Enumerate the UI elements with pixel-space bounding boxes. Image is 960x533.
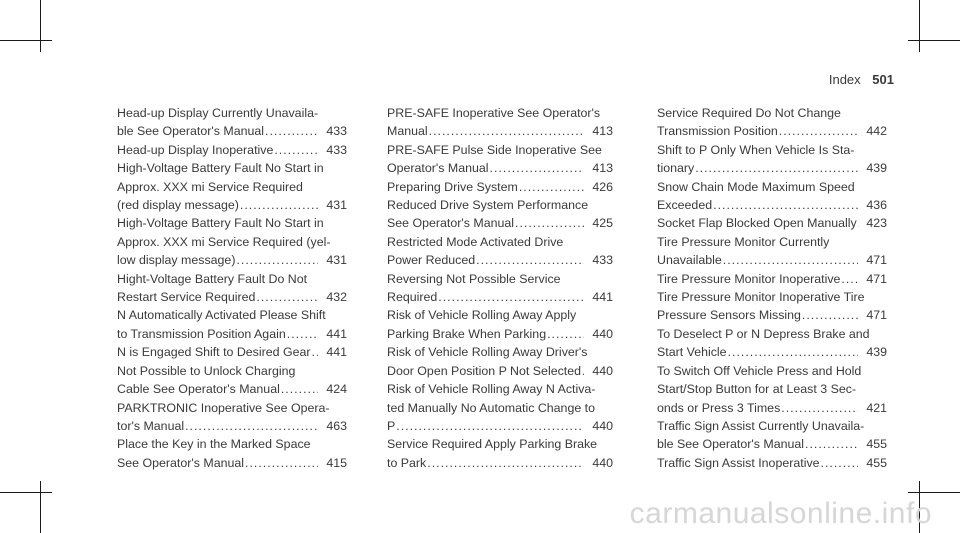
index-entry-page[interactable]: 440	[592, 363, 613, 378]
index-entry-text: To Switch Off Vehicle Press and Hold	[657, 363, 862, 378]
index-entry-page[interactable]: 433	[326, 124, 347, 139]
index-entry[interactable]	[117, 141, 347, 159]
index-entry-last-line	[117, 251, 347, 269]
index-entry[interactable]	[387, 343, 613, 380]
index-entry-last-line	[117, 325, 347, 343]
dot-leader	[713, 196, 858, 214]
dot-leader	[781, 399, 858, 417]
index-entry-page[interactable]: 413	[592, 161, 613, 176]
index-entry-page[interactable]: 441	[592, 290, 613, 305]
dot-leader	[427, 454, 584, 472]
index-entry-last-line	[117, 288, 347, 306]
index-entry-text: Parking Brake When Parking	[387, 326, 547, 341]
index-entry-text: PRE-SAFE Inoperative See Operator's	[387, 106, 601, 120]
index-entry-last-line	[387, 122, 613, 140]
index-entry[interactable]	[117, 435, 347, 472]
index-entry[interactable]	[387, 306, 613, 343]
index-entry-text: Head-up Display Currently Unavaila-	[117, 106, 319, 120]
index-entry-page[interactable]: 440	[592, 326, 613, 341]
index-entry-text: Start/Stop Button for at Least 3 Sec-	[657, 382, 857, 397]
index-entry-text: Restricted Mode Activated Drive	[387, 234, 564, 249]
index-entry[interactable]	[657, 233, 887, 270]
index-entry-page[interactable]: 432	[326, 290, 347, 305]
index-entry-page[interactable]: 433	[592, 253, 613, 268]
dot-leader	[805, 435, 858, 453]
index-entry-text: (red display message)	[117, 198, 239, 213]
index-entry-text: Service Required Do Not Change	[657, 106, 841, 120]
index-entry-text: Unavailable	[657, 253, 722, 268]
index-entry[interactable]	[657, 104, 887, 141]
dot-leader	[274, 141, 318, 159]
index-entry-last-line	[387, 362, 613, 380]
index-entry-text: Pressure Sensors Missing	[657, 308, 801, 323]
index-entry-page[interactable]: 441	[326, 345, 347, 360]
dot-leader	[396, 417, 584, 435]
index-entry-last-line	[657, 214, 887, 232]
dot-leader	[287, 325, 318, 343]
index-entry-last-line	[117, 343, 347, 361]
index-entry-text: Tire Pressure Monitor Inoperative	[657, 271, 841, 286]
index-column-1	[117, 104, 347, 472]
index-entry-text: Transmission Position	[657, 124, 778, 139]
dot-leader	[695, 159, 858, 177]
index-entry-last-line	[117, 380, 347, 398]
index-entry-text: Traffic Sign Assist Currently Unavaila-	[657, 418, 865, 433]
index-column-3	[657, 104, 887, 472]
index-entry[interactable]	[657, 178, 887, 215]
index-entry-text: Risk of Vehicle Rolling Away Driver's	[387, 345, 588, 360]
index-entry[interactable]	[387, 196, 613, 233]
index-entry-page[interactable]: 440	[592, 455, 613, 470]
index-entry-text: Traffic Sign Assist Inoperative	[657, 455, 820, 470]
index-entry-text: Reduced Drive System Performance	[387, 198, 589, 213]
dot-leader	[841, 270, 858, 288]
index-entry[interactable]	[117, 270, 347, 307]
index-entry-text: Socket Flap Blocked Open Manually	[657, 216, 857, 231]
index-entry-text: Not Possible to Unlock Charging	[117, 363, 296, 378]
index-entry-page[interactable]: 423	[866, 216, 887, 231]
index-entry-last-line	[117, 417, 347, 435]
index-entry-text: Operator's Manual	[387, 161, 489, 176]
index-entry-text: to Transmission Position Again	[117, 326, 286, 341]
index-entry-last-line	[387, 454, 613, 472]
index-entry-last-line	[387, 417, 613, 435]
index-entry-page[interactable]: 471	[866, 253, 887, 268]
index-entry[interactable]	[387, 104, 613, 141]
index-entry-text: Risk of Vehicle Rolling Away Apply	[387, 308, 577, 323]
index-entry-text: Exceeded	[657, 198, 713, 213]
index-entry-last-line	[657, 270, 887, 288]
index-entry-text: Service Required Apply Parking Brake	[387, 437, 598, 452]
dot-leader	[821, 454, 858, 472]
index-entry-page[interactable]: 436	[866, 198, 887, 213]
index-entry-text: Manual	[387, 124, 428, 139]
index-entry-text: PRE-SAFE Pulse Side Inoperative See	[387, 142, 602, 157]
index-entry-text: To Deselect P or N Depress Brake and	[657, 326, 870, 341]
index-entry-text: to Park	[387, 455, 427, 470]
index-entry-page[interactable]: 425	[592, 216, 613, 231]
index-entry-last-line	[657, 196, 887, 214]
index-entry-last-line	[117, 122, 347, 140]
index-entry-last-line	[387, 214, 613, 232]
index-entry-last-line	[657, 251, 887, 269]
index-entry[interactable]	[657, 454, 887, 472]
dot-leader	[490, 159, 584, 177]
index-entry-page[interactable]: 439	[866, 345, 887, 360]
index-entry-last-line	[657, 159, 887, 177]
index-entry-text: Risk of Vehicle Rolling Away N Activa-	[387, 382, 596, 397]
dot-leader	[236, 251, 318, 269]
index-entry-text: Power Reduced	[387, 253, 476, 268]
index-entry[interactable]	[657, 288, 887, 325]
index-entry-text: Shift to P Only When Vehicle Is Sta-	[657, 142, 855, 157]
dot-leader	[515, 214, 584, 232]
index-entry[interactable]	[117, 214, 347, 269]
index-entry-text: N is Engaged Shift to Desired Gear	[117, 345, 311, 360]
index-entry-text: Required	[387, 290, 438, 305]
index-entry-last-line	[657, 435, 887, 453]
index-entry-text: Snow Chain Mode Maximum Speed	[657, 179, 855, 194]
index-entry[interactable]	[387, 380, 613, 435]
index-entry-last-line	[387, 288, 613, 306]
dot-leader	[802, 306, 858, 324]
index-entry-page[interactable]: 471	[866, 308, 887, 323]
dot-leader	[256, 288, 318, 306]
index-entry-text: Approx. XXX mi Service Required	[117, 179, 303, 194]
index-entry-text: onds or Press 3 Times	[657, 400, 781, 415]
index-entry[interactable]	[657, 362, 887, 417]
index-entry-page[interactable]: 441	[326, 326, 347, 341]
index-entry-text: Cable See Operator's Manual	[117, 382, 280, 397]
index-entry[interactable]	[117, 159, 347, 214]
index-entry-text: ted Manually No Automatic Change to	[387, 400, 596, 415]
index-entry[interactable]	[117, 104, 347, 141]
index-entry[interactable]	[657, 141, 887, 178]
dot-leader	[245, 454, 318, 472]
dot-leader	[185, 417, 318, 435]
index-entry[interactable]	[657, 417, 887, 454]
index-entry-text: tor's Manual	[117, 418, 185, 433]
index-entry-text: Approx. XXX mi Service Required (yel-	[117, 234, 331, 249]
index-entry-page[interactable]: 463	[326, 418, 347, 433]
index-entry[interactable]	[117, 362, 347, 399]
dot-leader	[240, 196, 318, 214]
index-entry-text: Tire Pressure Monitor Inoperative Tire	[657, 290, 865, 305]
index-entry[interactable]	[387, 141, 613, 178]
index-entry-page[interactable]: 415	[326, 455, 347, 470]
index-entry[interactable]	[117, 343, 347, 361]
index-entry-text: ble See Operator's Manual	[657, 437, 805, 452]
index-entry-text: Tire Pressure Monitor Currently	[657, 234, 830, 249]
index-entry-last-line	[387, 325, 613, 343]
index-entry-text: PARKTRONIC Inoperative See Opera-	[117, 400, 330, 415]
index-entry-text: Door Open Position P Not Selected	[387, 363, 582, 378]
index-entry-last-line	[387, 251, 613, 269]
index-entry-last-line	[117, 141, 347, 159]
index-entry-page[interactable]: 431	[326, 198, 347, 213]
index-entry-last-line	[117, 454, 347, 472]
index-entry-page[interactable]: 471	[866, 271, 887, 286]
page-number: 501	[872, 72, 894, 87]
index-entry[interactable]	[387, 178, 613, 196]
dot-leader	[438, 288, 584, 306]
index-entry[interactable]	[387, 270, 613, 307]
index-entry-last-line	[657, 122, 887, 140]
dot-leader	[476, 251, 584, 269]
index-entry-text: Restart Service Required	[117, 290, 256, 305]
index-entry-last-line	[387, 178, 613, 196]
index-entry-text: Preparing Drive System	[387, 179, 518, 194]
index-entry-page[interactable]: 439	[866, 161, 887, 176]
index-entry-page[interactable]: 431	[326, 253, 347, 268]
index-entry[interactable]	[117, 306, 347, 343]
index-column-2	[387, 104, 613, 472]
index-entry-page[interactable]: 424	[326, 382, 347, 397]
index-entry-text: Head-up Display Inoperative	[117, 142, 274, 157]
index-entry[interactable]	[387, 233, 613, 270]
index-entry-text: Place the Key in the Marked Space	[117, 437, 311, 452]
index-entry[interactable]	[657, 325, 887, 362]
section-title: Index	[828, 72, 861, 87]
index-entry-text: Start Vehicle	[657, 345, 727, 360]
dot-leader	[312, 343, 318, 361]
dot-leader	[265, 122, 318, 140]
index-entry[interactable]	[117, 399, 347, 436]
index-entry-page[interactable]: 440	[592, 418, 613, 433]
index-entry[interactable]	[657, 270, 887, 288]
index-entry-text: low display message)	[117, 253, 236, 268]
index-entry[interactable]	[387, 435, 613, 472]
index-entry-page[interactable]: 426	[592, 179, 613, 194]
index-entry-last-line	[657, 306, 887, 324]
index-entry-page[interactable]: 455	[866, 437, 887, 452]
index-entry-text: Hight-Voltage Battery Fault Do Not	[117, 271, 308, 286]
index-entry-text: P	[387, 418, 396, 433]
index-entry-last-line	[387, 159, 613, 177]
dot-leader	[281, 380, 318, 398]
index-entry[interactable]	[657, 214, 887, 232]
index-entry-last-line	[117, 196, 347, 214]
watermark: carmanualsonline.info	[629, 497, 932, 530]
page-header	[829, 72, 894, 87]
dot-leader	[582, 362, 584, 380]
index-entry-text: Reversing Not Possible Service	[387, 271, 561, 286]
index-entry-page[interactable]: 442	[866, 124, 887, 139]
index-entry-page[interactable]: 413	[592, 124, 613, 139]
index-entry-last-line	[657, 454, 887, 472]
index-entry-page[interactable]: 433	[326, 142, 347, 157]
dot-leader	[723, 251, 858, 269]
index-entry-text: See Operator's Manual	[117, 455, 245, 470]
dot-leader	[779, 122, 858, 140]
dot-leader	[519, 178, 584, 196]
index-entry-last-line	[657, 343, 887, 361]
index-entry-text: ble See Operator's Manual	[117, 124, 265, 139]
index-entry-text: N Automatically Activated Please Shift	[117, 308, 326, 323]
index-entry-page[interactable]: 455	[866, 455, 887, 470]
dot-leader	[728, 343, 858, 361]
dot-leader	[547, 325, 584, 343]
index-entry-last-line	[657, 399, 887, 417]
index-entry-text: See Operator's Manual	[387, 216, 515, 231]
index-entry-page[interactable]: 421	[866, 400, 887, 415]
index-entry-text: High-Voltage Battery Fault No Start in	[117, 216, 324, 231]
index-entry-text: tionary	[657, 161, 695, 176]
dot-leader	[429, 122, 584, 140]
index-entry-text: High-Voltage Battery Fault No Start in	[117, 161, 324, 176]
